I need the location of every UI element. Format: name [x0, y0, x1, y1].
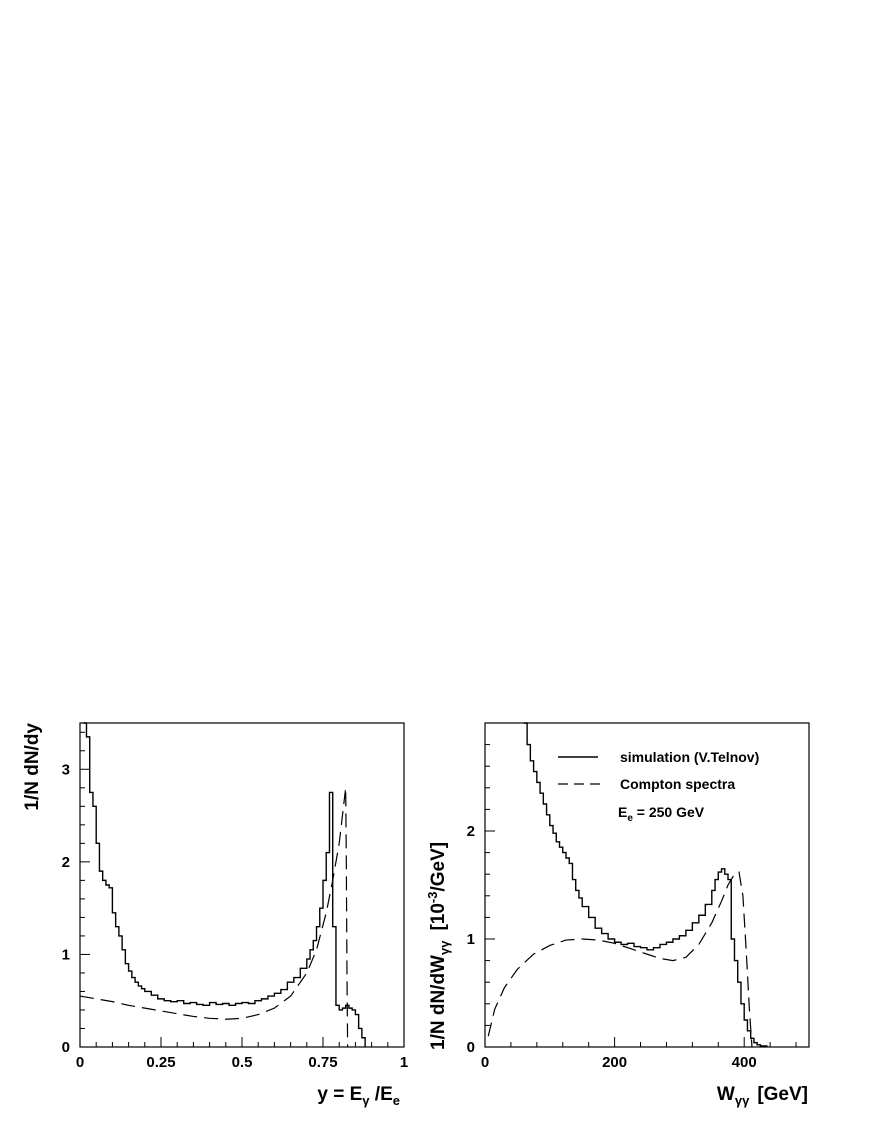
legend-solid-label: simulation (V.Telnov): [620, 749, 760, 765]
left-axis-ticks: [80, 732, 404, 1047]
left-y-tick-label: 1: [61, 946, 70, 964]
left-x-tick-label: 1: [399, 1054, 409, 1071]
left-compton-curve: [80, 788, 348, 1047]
left-x-axis-title: $y = E_\gamma$ $/E_e$: [317, 1084, 400, 1108]
right-simulation-histogram: [524, 723, 767, 1047]
left-x-tick-label: 0.75: [308, 1054, 338, 1071]
left-x-tick-label: 0: [75, 1054, 85, 1071]
legend-dashed-label: Compton spectra: [620, 776, 736, 792]
right-x-tick-label: 200: [602, 1054, 628, 1071]
right-y-tick-label: 1: [466, 931, 475, 948]
left-y-axis-title: 1/N dN/dy: [22, 723, 43, 811]
right-x-tick-label: 400: [731, 1054, 757, 1071]
left-y-tick-label: 3: [61, 761, 70, 779]
left-y-tick-label: 0: [61, 1039, 70, 1056]
right-plot-panel: [425, 723, 809, 1108]
right-x-tick-label: 0: [480, 1054, 490, 1071]
right-legend: [558, 749, 759, 824]
right-y-tick-label: 0: [466, 1039, 475, 1056]
left-tick-labels: [62, 761, 409, 1071]
left-simulation-histogram: [83, 723, 365, 1047]
left-x-tick-label: 0.5: [231, 1054, 253, 1071]
right-tick-labels: [467, 823, 757, 1071]
right-y-axis-title: 1/N $dN/dW_{\gamma\gamma}[10^{-3}/GeV]$: [425, 841, 452, 1050]
legend-beam-energy-note: $E_e = 250$ GeV: [618, 804, 705, 824]
left-y-tick-label: 2: [61, 853, 70, 871]
left-plot-panel: [22, 723, 408, 1108]
right-x-axis-title: $W_{\gamma\gamma}$ [GeV]: [716, 1084, 808, 1108]
left-x-tick-label: 0.25: [146, 1054, 176, 1071]
left-plot-frame: [80, 723, 404, 1047]
right-y-tick-label: 2: [466, 823, 475, 840]
